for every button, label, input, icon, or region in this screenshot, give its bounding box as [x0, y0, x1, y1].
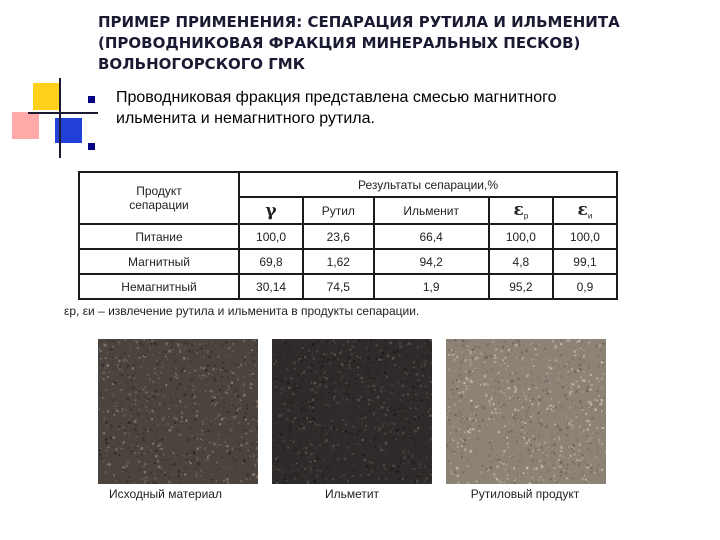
- col-eps-r: [489, 197, 553, 224]
- gamma-symbol: γ: [265, 200, 277, 221]
- caption-ilmenite: Ильметит: [324, 487, 380, 501]
- results-table: [78, 171, 618, 300]
- table-row: [79, 274, 617, 299]
- title-line-1: ПРИМЕР ПРИМЕНЕНИЯ: СЕПАРАЦИЯ РУТИЛА И ИЛЬМЕНИТА: [98, 13, 620, 31]
- bullet-text: [116, 87, 676, 129]
- grain-texture: [272, 339, 432, 484]
- product-header-line1: Продукт: [136, 184, 182, 198]
- slide-title: [98, 12, 708, 75]
- caption-rutile-product: Рутиловый продукт: [470, 487, 580, 501]
- eps-i-sub: и: [587, 211, 593, 221]
- photo-ilmenite: [272, 339, 432, 484]
- cell-eps-i: 99,1: [553, 249, 617, 274]
- cell-gamma: 30,14: [239, 274, 303, 299]
- col-rutile: Рутил: [303, 197, 373, 224]
- row-name: Немагнитный: [79, 274, 239, 299]
- grain-texture: [98, 339, 258, 484]
- results-header: Результаты сепарации,%: [239, 172, 617, 197]
- cell-ilmenite: 66,4: [374, 224, 489, 249]
- title-line-2: (ПРОВОДНИКОВАЯ ФРАКЦИЯ МИНЕРАЛЬНЫХ ПЕСКОВ): [98, 34, 581, 52]
- cell-rutile: 23,6: [303, 224, 373, 249]
- bullet-marker-empty: [88, 143, 95, 150]
- table-row: [79, 224, 617, 249]
- eps-r-symbol: ε: [513, 200, 524, 221]
- row-name: Питание: [79, 224, 239, 249]
- results-figure: [60, 167, 623, 507]
- table-block: [70, 171, 610, 297]
- eps-r-sub: р: [523, 211, 529, 221]
- eps-i-symbol: ε: [577, 200, 588, 221]
- cell-gamma: 69,8: [239, 249, 303, 274]
- bullet-line-2: ильменита и немагнитного рутила.: [116, 110, 375, 127]
- caption-source-material: Исходный материал: [109, 487, 222, 501]
- decorative-logo: [0, 0, 100, 160]
- photo-rutile-product: [446, 339, 606, 484]
- col-gamma: [239, 197, 303, 224]
- bullet-line-1: Проводниковая фракция представлена смесью магнитного: [116, 89, 557, 106]
- table-row: [79, 249, 617, 274]
- col-ilmenite: Ильменит: [374, 197, 489, 224]
- bullet-marker: [88, 96, 95, 103]
- cell-rutile: 1,62: [303, 249, 373, 274]
- product-header-line2: сепарации: [129, 198, 189, 212]
- row-name: Магнитный: [79, 249, 239, 274]
- cell-eps-r: 100,0: [489, 224, 553, 249]
- product-header: [79, 172, 239, 224]
- cell-gamma: 100,0: [239, 224, 303, 249]
- cell-ilmenite: 94,2: [374, 249, 489, 274]
- cell-eps-i: 0,9: [553, 274, 617, 299]
- cell-eps-r: 95,2: [489, 274, 553, 299]
- col-eps-i: [553, 197, 617, 224]
- photo-source-material: [98, 339, 258, 484]
- cell-eps-i: 100,0: [553, 224, 617, 249]
- grain-texture: [446, 339, 606, 484]
- title-line-3: ВОЛЬНОГОРСКОГО ГМК: [98, 55, 305, 73]
- extraction-note: εр, εи – извлечение рутила и ильменита в продукты сепарации.: [64, 304, 420, 318]
- cell-ilmenite: 1,9: [374, 274, 489, 299]
- cell-eps-r: 4,8: [489, 249, 553, 274]
- cell-rutile: 74,5: [303, 274, 373, 299]
